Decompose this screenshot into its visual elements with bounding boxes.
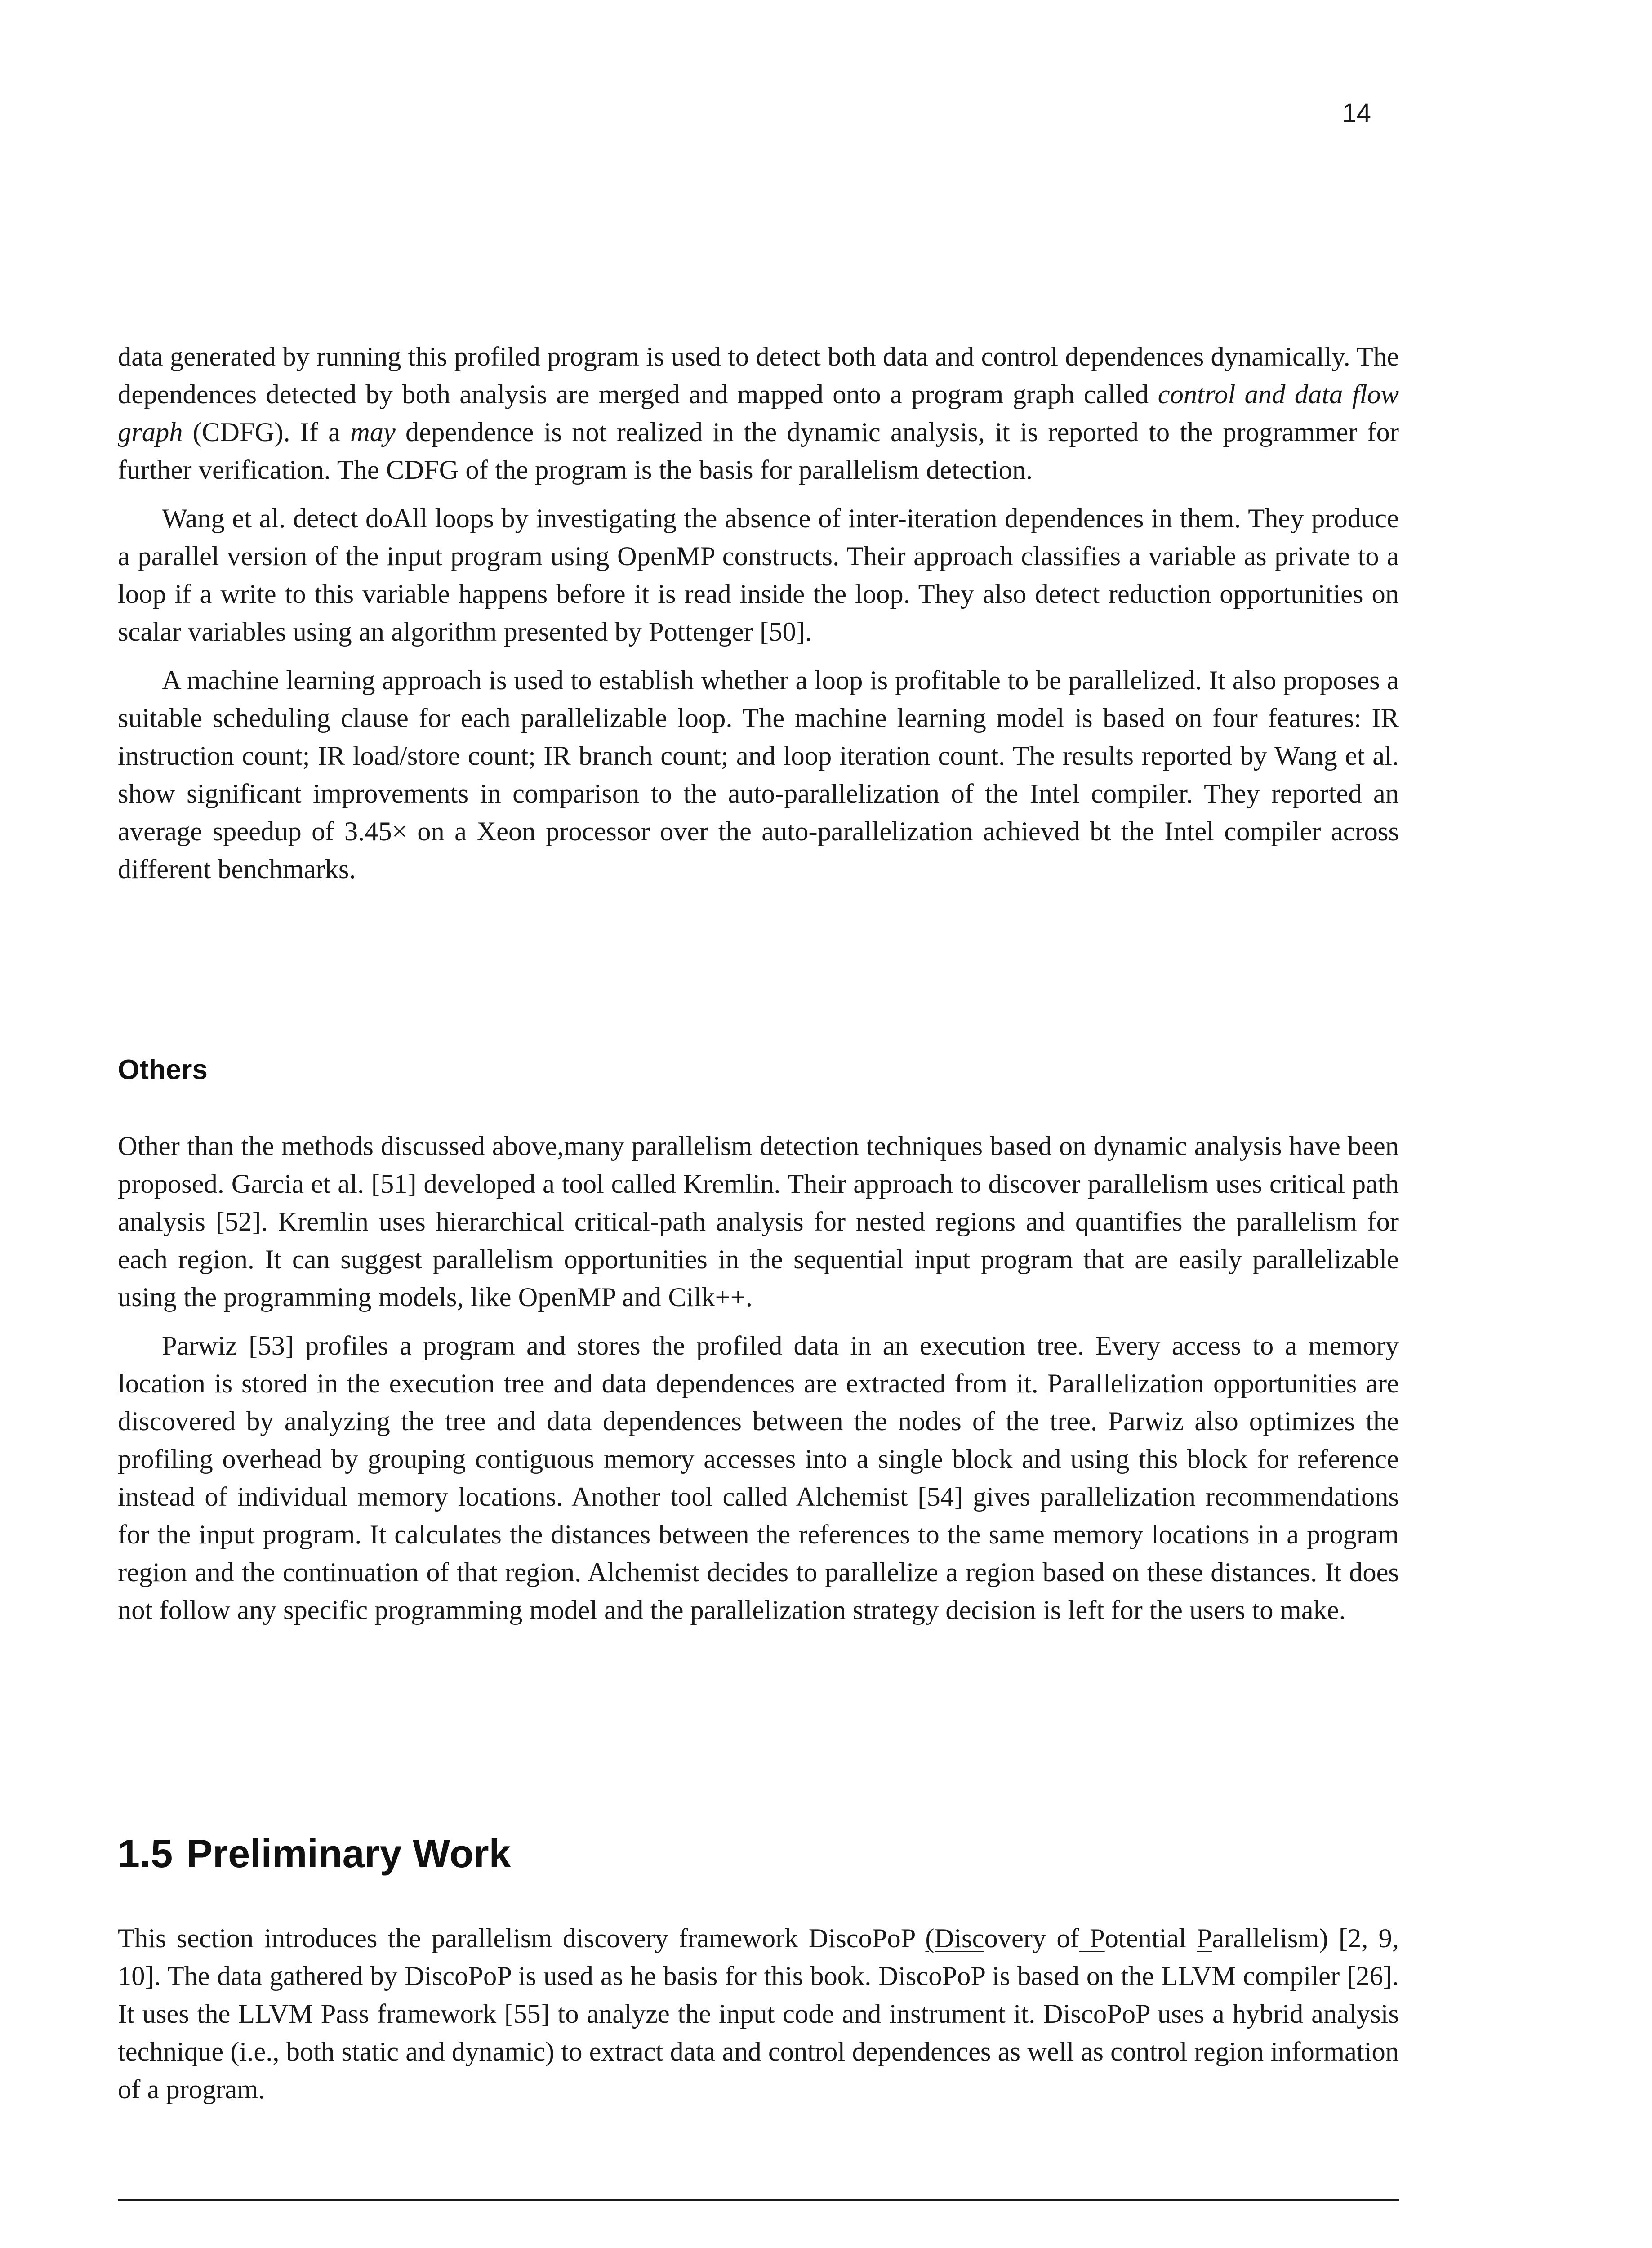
text-block-others [118, 1128, 1399, 1629]
paragraph-wang-doall: Wang et al. detect doAll loops by investigating the absence of inter-iteration dependences in them. They produce a parallel version of the input program using OpenMP constructs. Their approach classifies a variable as private to a loop if a write to this variable happens before it is read inside the loop. They also detect reduction opportunities on scalar variables using an algorithm presented by Pottenger [50]. [118, 504, 1399, 647]
paragraph-machine-learning: A machine learning approach is used to establish whether a loop is profitable to be parallelized. It also proposes a suitable scheduling clause for each parallelizable loop. The machine learning model is based on four features: IR instruction count; IR load/store count; IR branch count; and loop iteration count. The results reported by Wang et al. show significant improvements in comparison to the auto-parallelization of the Intel compiler. They reported an average speedup of 3.45× on a Xeon processor over the auto-parallelization achieved bt the Intel compiler across different benchmarks. [118, 665, 1399, 884]
section-number: 1.5 [118, 1831, 173, 1876]
text-run: dependence is not realized in the dynamic analysis, it is reported to the programmer for further verification. The CDFG of the program is the basis for parallelism detection. [118, 417, 1399, 485]
text-block-dynamic-analysis [118, 338, 1399, 888]
emphasis-may: may [350, 417, 396, 447]
footnote-rule [118, 2199, 1399, 2201]
paragraph-parwiz-alchemist: Parwiz [53] profiles a program and stores the profiled data in an execution tree. Every access to a memory location is stored in the execution tree and data dependences are extracted from it. Parallelization opportunities are discovered by analyzing the tree and data dependences between the nodes of the tree. Parwiz also optimizes the profiling overhead by grouping contiguous memory accesses into a single block and using this block for reference instead of individual memory locations. Another tool called Alchemist [54] gives parallelization recommendations for the input program. It calculates the distances between the references to the same memory locations in a program region and the continuation of that region. Alchemist decides to parallelize a region based on these distances. It does not follow any specific programming model and the parallelization strategy decision is left for the users to make. [118, 1331, 1399, 1625]
text-run: This section introduces the parallelism discovery framework DiscoPoP [118, 1923, 926, 1954]
text-run: arallelism) [2, 9, 10]. The data gathered by DiscoPoP is used as he basis for this book. DiscoPoP is based on the LLVM compiler [26]. It uses the LLVM Pass framework [55] to analyze the input code and instrument it. DiscoPoP uses a hybrid analysis technique (i.e., both static and dynamic) to extract data and control dependences as well as control region information of a program. [118, 1923, 1399, 2105]
text-run: otential [1104, 1923, 1197, 1954]
section-heading [118, 1829, 511, 1878]
emphasis-cdfg: control and data flow graph [118, 379, 1399, 447]
text-block-preliminary-work [118, 1920, 1399, 2109]
text-run: data generated by running this profiled program is used to detect both data and control dependences dynamically. The dependences detected by both analysis are merged and mapped onto a program graph called [118, 342, 1399, 410]
paragraph-kremlin: Other than the methods discussed above,many parallelism detection techniques based on dynamic analysis have been proposed. Garcia et al. [51] developed a tool called Kremlin. Their approach to discover parallelism uses critical path analysis [52]. Kremlin uses hierarchical critical-path analysis for nested regions and quantifies the parallelism for each region. It can suggest parallelism opportunities in the sequential input program that are easily parallelizable using the programming models, like OpenMP and Cilk++. [118, 1131, 1399, 1312]
paragraph-cdfg [118, 338, 1399, 489]
page-number: 14 [1342, 98, 1371, 128]
text-run: overy of [984, 1923, 1079, 1954]
section-title: Preliminary Work [186, 1831, 511, 1876]
subsection-heading-others: Others [118, 1054, 208, 1085]
underlined-acronym-letters: (Disc [925, 1923, 984, 1954]
paragraph-discopop [118, 1920, 1399, 2109]
text-run: (CDFG). If a [183, 417, 351, 447]
underlined-acronym-letter: P [1079, 1923, 1105, 1954]
underlined-acronym-letter: P [1197, 1923, 1212, 1954]
